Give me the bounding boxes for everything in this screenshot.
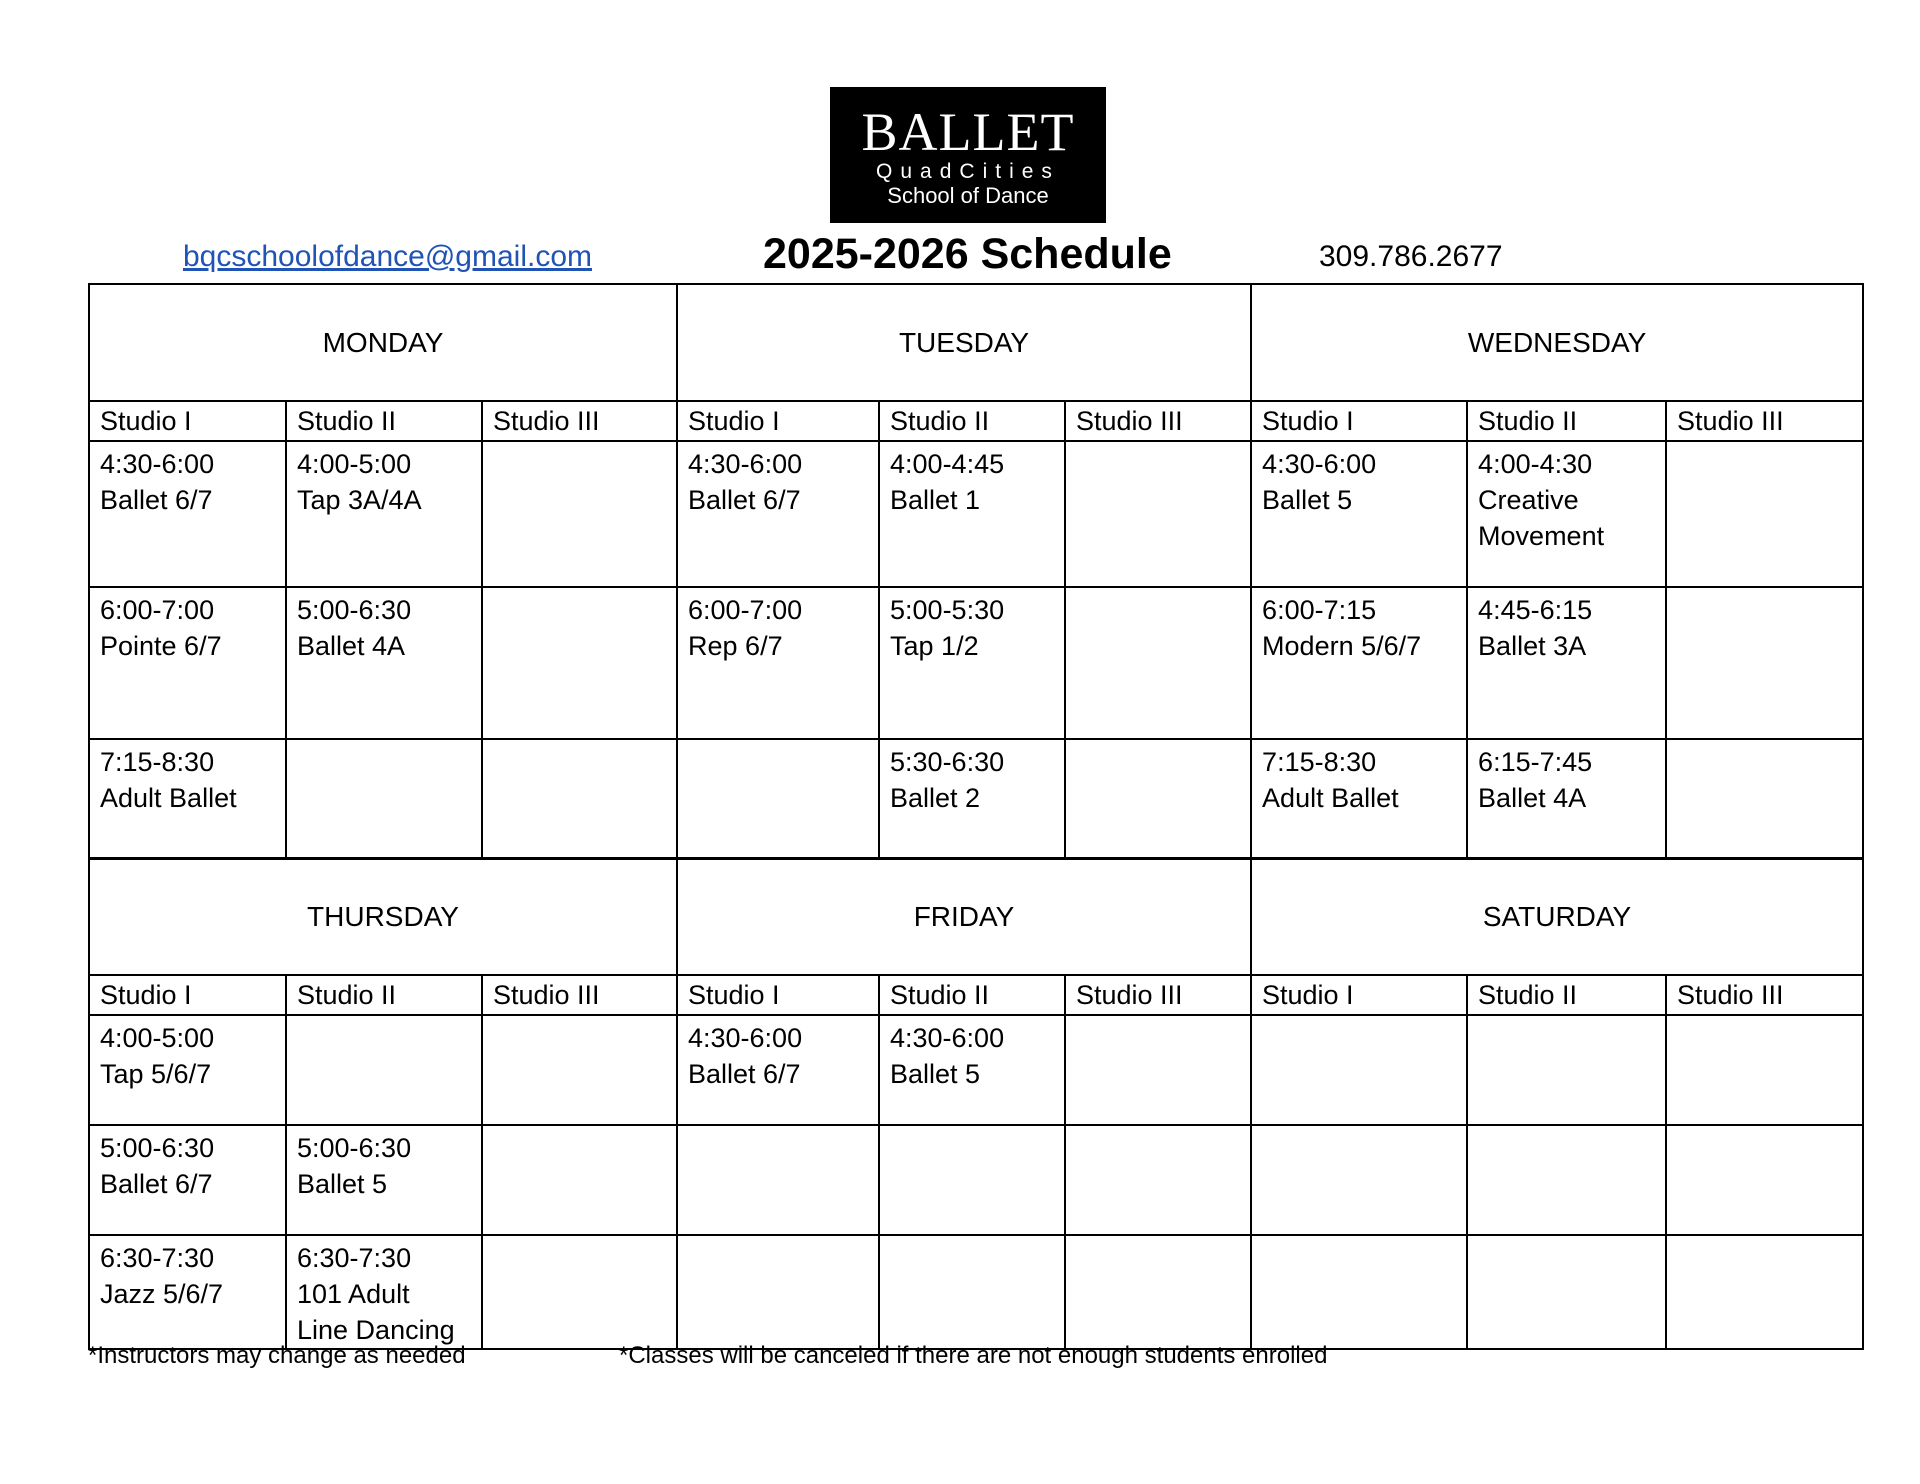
day-header-wednesday: WEDNESDAY: [1251, 284, 1863, 401]
logo-school-text: School of Dance: [887, 183, 1049, 208]
class-cell: 4:30-6:00 Ballet 6/7: [677, 441, 879, 587]
class-cell: [482, 587, 677, 739]
class-cell: 4:30-6:00 Ballet 5: [1251, 441, 1467, 587]
class-cell: 6:00-7:00 Rep 6/7: [677, 587, 879, 739]
class-cell: [1065, 1125, 1251, 1235]
class-cell: [677, 1125, 879, 1235]
schedule-row: [89, 1015, 1863, 1125]
schedule-row: [89, 739, 1863, 859]
class-cell: 4:30-6:00 Ballet 5: [879, 1015, 1065, 1125]
class-cell: [1251, 1235, 1467, 1349]
studio-label: Studio II: [286, 975, 482, 1015]
studio-label: Studio I: [1251, 401, 1467, 441]
class-cell: 6:30-7:30 Jazz 5/6/7: [89, 1235, 286, 1349]
studio-label: Studio II: [286, 401, 482, 441]
day-header-friday: FRIDAY: [677, 858, 1251, 975]
class-cell: [286, 739, 482, 859]
class-cell: 5:00-5:30 Tap 1/2: [879, 587, 1065, 739]
phone-number: 309.786.2677: [1319, 240, 1503, 273]
schedule-block-mon-wed: [88, 283, 1864, 860]
class-cell: [482, 1125, 677, 1235]
class-cell: [1666, 1125, 1863, 1235]
class-cell: [879, 1125, 1065, 1235]
class-cell: [1666, 1235, 1863, 1349]
studio-label: Studio III: [1666, 975, 1863, 1015]
studio-label: Studio I: [1251, 975, 1467, 1015]
footer-note-cancel: *Classes will be canceled if there are not enough students enrolled: [619, 1342, 1328, 1369]
class-cell: [1666, 739, 1863, 859]
footer-note-instructors: *Instructors may change as needed: [88, 1342, 466, 1369]
class-cell: [286, 1015, 482, 1125]
schedule-block-thu-sat: [88, 857, 1864, 1350]
class-cell: [1666, 1015, 1863, 1125]
class-cell: [1065, 739, 1251, 859]
class-cell: [1467, 1125, 1666, 1235]
class-cell: [677, 739, 879, 859]
school-logo: [830, 87, 1106, 223]
class-cell: [1467, 1235, 1666, 1349]
class-cell: [879, 1235, 1065, 1349]
email-link[interactable]: bqcschoolofdance@gmail.com: [183, 240, 592, 273]
class-cell: 6:30-7:30 101 Adult Line Dancing: [286, 1235, 482, 1349]
studio-label: Studio I: [89, 975, 286, 1015]
class-cell: 5:00-6:30 Ballet 4A: [286, 587, 482, 739]
class-cell: [1666, 441, 1863, 587]
class-cell: 5:00-6:30 Ballet 5: [286, 1125, 482, 1235]
class-cell: [482, 1015, 677, 1125]
studio-label: Studio II: [879, 975, 1065, 1015]
schedule-row: [89, 1125, 1863, 1235]
logo-ballet-text: BALLET: [861, 102, 1075, 162]
schedule-row: [89, 587, 1863, 739]
studio-label: Studio II: [1467, 975, 1666, 1015]
day-header-thursday: THURSDAY: [89, 858, 677, 975]
studio-label: Studio III: [1065, 401, 1251, 441]
day-header-monday: MONDAY: [89, 284, 677, 401]
class-cell: 4:00-5:00 Tap 3A/4A: [286, 441, 482, 587]
schedule-row: [89, 1235, 1863, 1349]
studio-label: Studio III: [1666, 401, 1863, 441]
class-cell: 4:00-5:00 Tap 5/6/7: [89, 1015, 286, 1125]
class-cell: 6:15-7:45 Ballet 4A: [1467, 739, 1666, 859]
studio-label: Studio I: [677, 401, 879, 441]
studio-label: Studio I: [89, 401, 286, 441]
class-cell: 4:00-4:45 Ballet 1: [879, 441, 1065, 587]
studio-label: Studio III: [482, 401, 677, 441]
class-cell: [1251, 1125, 1467, 1235]
class-cell: [482, 441, 677, 587]
page-title: 2025-2026 Schedule: [763, 230, 1172, 278]
class-cell: [482, 739, 677, 859]
logo-quadcities-text: QuadCities: [876, 160, 1060, 183]
day-header-saturday: SATURDAY: [1251, 858, 1863, 975]
class-cell: 4:45-6:15 Ballet 3A: [1467, 587, 1666, 739]
schedule-row: [89, 441, 1863, 587]
class-cell: [677, 1235, 879, 1349]
studio-label: Studio I: [677, 975, 879, 1015]
class-cell: [1065, 441, 1251, 587]
day-header-tuesday: TUESDAY: [677, 284, 1251, 401]
class-cell: 4:30-6:00 Ballet 6/7: [89, 441, 286, 587]
class-cell: [482, 1235, 677, 1349]
studio-label: Studio III: [1065, 975, 1251, 1015]
studio-label: Studio II: [879, 401, 1065, 441]
class-cell: 4:30-6:00 Ballet 6/7: [677, 1015, 879, 1125]
class-cell: [1251, 1015, 1467, 1125]
class-cell: [1666, 587, 1863, 739]
class-cell: 6:00-7:00 Pointe 6/7: [89, 587, 286, 739]
class-cell: 5:00-6:30 Ballet 6/7: [89, 1125, 286, 1235]
class-cell: [1065, 1235, 1251, 1349]
studio-label: Studio II: [1467, 401, 1666, 441]
class-cell: 4:00-4:30 Creative Movement: [1467, 441, 1666, 587]
class-cell: 5:30-6:30 Ballet 2: [879, 739, 1065, 859]
class-cell: 7:15-8:30 Adult Ballet: [1251, 739, 1467, 859]
class-cell: [1065, 587, 1251, 739]
studio-label: Studio III: [482, 975, 677, 1015]
class-cell: 6:00-7:15 Modern 5/6/7: [1251, 587, 1467, 739]
class-cell: [1065, 1015, 1251, 1125]
class-cell: 7:15-8:30 Adult Ballet: [89, 739, 286, 859]
class-cell: [1467, 1015, 1666, 1125]
